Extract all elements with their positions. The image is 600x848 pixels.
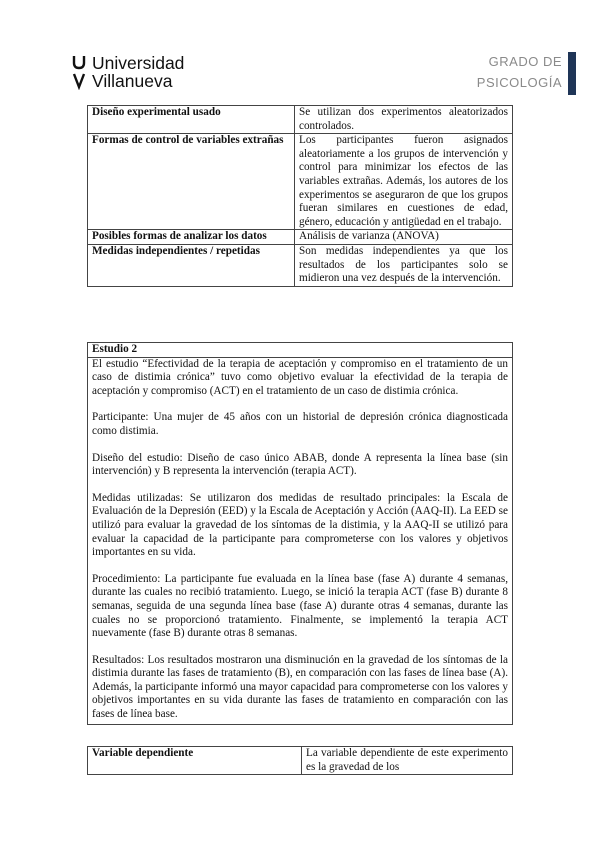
table-row bbox=[88, 106, 513, 134]
row-value: La variable dependiente de este experimento es la gravedad de los bbox=[302, 747, 513, 775]
study-paragraph: Resultados: Los resultados mostraron una disminución en la gravedad de los síntomas de la distimia durante las fases de tratamiento (B), en comparación con las fases de línea base (A). Además, la participante informó una mayor capacidad para comprometerse con los valores y objetivos importantes en su vida durante las fases de tratamiento en comparación con las fases de línea base. bbox=[92, 653, 508, 721]
row-label: Posibles formas de analizar los datos bbox=[88, 230, 295, 245]
study-2-table bbox=[87, 342, 513, 725]
study-paragraph: Diseño del estudio: Diseño de caso único ABAB, donde A representa la línea base (sin intervención) y B representa la intervención (terapia ACT). bbox=[92, 451, 508, 478]
variables-table bbox=[87, 746, 513, 775]
design-table bbox=[87, 105, 513, 287]
table-row bbox=[88, 244, 513, 286]
degree-line-1: GRADO DE bbox=[488, 54, 562, 69]
table-row bbox=[88, 747, 513, 775]
study-paragraph: Procedimiento: La participante fue evaluada en la línea base (fase A) durante 4 semanas, durante las cuales no recibió tratamiento. Luego, se inició la terapia ACT (fase B) durante 8 semanas, seguida de una segunda línea base (fase A) durante otras 4 semanas, durante las cuales no se proporcionó tratamiento. Finalmente, se implementó la terapia ACT nuevamente (fase B) durante otras 8 semanas. bbox=[92, 572, 508, 640]
logo-line-1: Universidad bbox=[92, 53, 185, 73]
row-value: Son medidas independientes ya que los resultados de los participantes solo se midieron una vez después de la intervención. bbox=[295, 244, 513, 286]
row-label: Formas de control de variables extrañas bbox=[88, 134, 295, 230]
table-row bbox=[88, 230, 513, 245]
row-value: Análisis de varianza (ANOVA) bbox=[295, 230, 513, 245]
accent-bar bbox=[568, 52, 576, 95]
study-title: Estudio 2 bbox=[88, 343, 513, 358]
degree-line-2: PSICOLOGÍA bbox=[476, 75, 562, 90]
row-label: Medidas independientes / repetidas bbox=[88, 244, 295, 286]
degree-label bbox=[477, 51, 562, 93]
row-label: Variable dependiente bbox=[88, 747, 302, 775]
study-paragraph: El estudio “Efectividad de la terapia de aceptación y compromiso en el tratamiento de un caso de distimia crónica” tuvo como objetivo evaluar la efectividad de la terapia de aceptación y compromiso (ACT) en el tratamiento de un caso de distimia crónica. bbox=[92, 357, 508, 397]
logo-mark-icon bbox=[72, 54, 86, 90]
table-row bbox=[88, 134, 513, 230]
logo-line-2: Villanueva bbox=[92, 71, 173, 91]
row-value: Los participantes fueron asignados aleatoriamente a los grupos de intervención y control para minimizar los efectos de las variables extrañas. Además, los autores de los experimentos se aseguraron de que los grupos fueran similares en cuestiones de edad, género, educación y antigüedad en el trabajo. bbox=[295, 134, 513, 230]
row-value: Se utilizan dos experimentos aleatorizados controlados. bbox=[295, 106, 513, 134]
table-row bbox=[88, 357, 513, 724]
row-label: Diseño experimental usado bbox=[88, 106, 295, 134]
table-row bbox=[88, 343, 513, 358]
study-paragraph: Medidas utilizadas: Se utilizaron dos medidas de resultado principales: la Escala de Evaluación de la Depresión (EED) y la Escala de Aceptación y Acción (AAQ-II). La EED se utilizó para evaluar la gravedad de los síntomas de la distimia, y la AAQ-II se utilizó para evaluar la capacidad de la participante para comprometerse con los valores y objetivos importantes en su vida. bbox=[92, 491, 508, 559]
university-logo bbox=[72, 54, 184, 90]
page-header bbox=[0, 0, 600, 100]
study-paragraph: Participante: Una mujer de 45 años con un historial de depresión crónica diagnosticada como distimia. bbox=[92, 411, 508, 437]
study-body bbox=[88, 357, 513, 724]
